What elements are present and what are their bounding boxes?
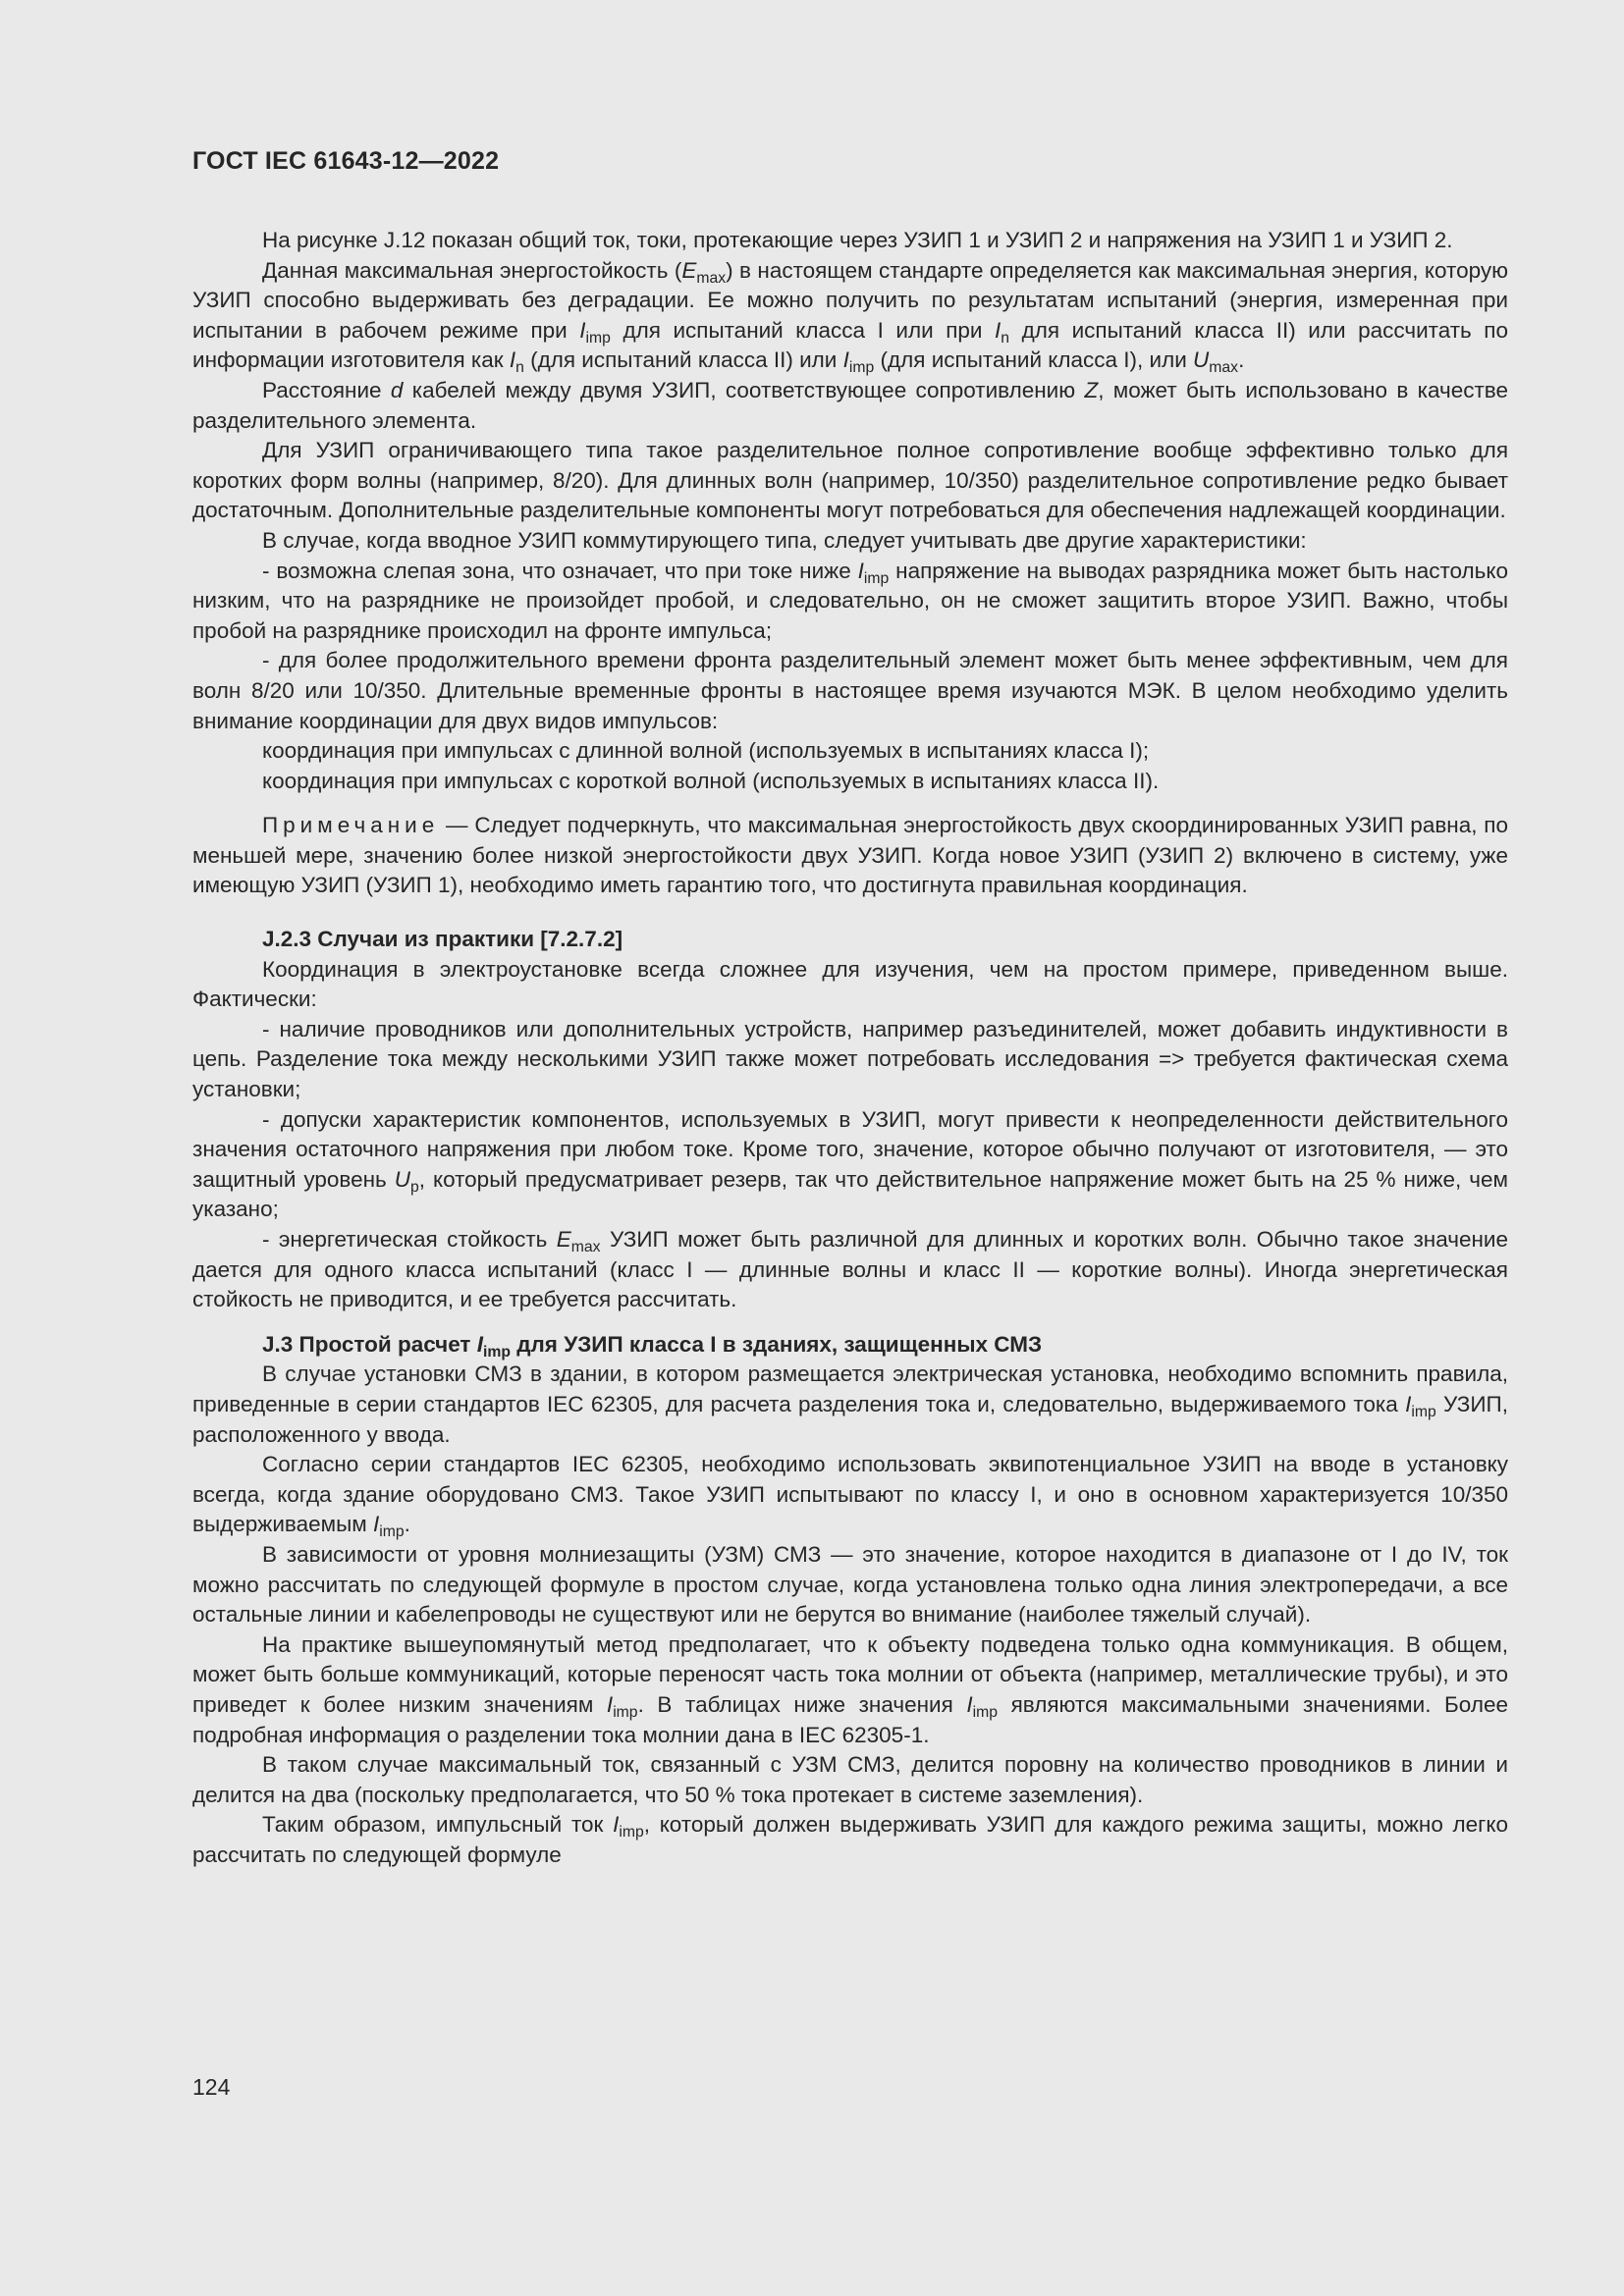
document-body: [192, 226, 1508, 1870]
section-heading: J.3 Простой расчет $I_{imp}$ для УЗИП класса I в зданиях, защищенных СМЗ: [262, 1331, 1043, 1361]
list-item: - для более продолжительного времени фронта разделительный элемент может быть менее эффективным, чем для волн 8/20 или 10/350. Длительные временные фронты в настоящее время изучаются МЭК. В целом необходимо уделить внимание координации для двух видов импульсов:: [192, 648, 1508, 733]
list-item: - наличие проводников или дополнительных устройств, например разъединителей, может добавить индуктивности в цепь. Разделение тока между несколькими УЗИП также может потребовать исследования => требуется фактическая схема установки;: [192, 1016, 1508, 1102]
note-label: Примечание: [262, 813, 440, 838]
list-item: - возможна слепая зона, что означает, что при токе ниже $I_{imp}$ напряжение на выводах разрядника может быть настолько низким, что на разряднике не произойдет пробой, и следовательно, он не сможет защитить второе УЗИП. Важно, чтобы пробой на разряднике происходил на фронте импульса;: [192, 558, 1508, 643]
paragraph: На рисунке J.12 показан общий ток, токи, протекающие через УЗИП 1 и УЗИП 2 и напряжения на УЗИП 1 и УЗИП 2.: [262, 228, 1453, 252]
paragraph: В случае, когда вводное УЗИП коммутирующего типа, следует учитывать две другие характеристики:: [262, 527, 1307, 553]
list-item: координация при импульсах с длинной волной (используемых в испытаниях класса I);: [262, 738, 1150, 764]
document-header: ГОСТ IEC 61643-12—2022: [192, 147, 500, 175]
paragraph: В зависимости от уровня молниезащиты (УЗМ) СМЗ — это значение, которое находится в диапазоне от I до IV, ток можно рассчитать по следующей формуле в простом случае, когда установлена только одна линия электропередачи, а все остальные линии и кабелепроводы не существуют или не берутся во внимание (наиболее тяжелый случай).: [192, 1541, 1508, 1628]
paragraph: Данная максимальная энергостойкость $(E_{max})$ в настоящем стандарте определяется как максимальная энергия, которую УЗИП способно выдерживать без деградации. Ее можно получить по результатам испытаний (энергия, измеренная при испытании в рабочем режиме при $I_{imp}$ для испытаний класса I или при $I_n$ для испытаний класса II) или рассчитать по информации изготовителя как $I_n$ (для испытаний класса II) или $I_{imp}$ (для испытаний класса I), или $U_{max}$.: [192, 257, 1508, 377]
list-item: - допуски характеристик компонентов, используемых в УЗИП, могут привести к неопределенности действительного значения остаточного напряжения при любом токе. Кроме того, значение, которое обычно получают от изготовителя, — это защитный уровень $U_p$, который предусматривает резерв, так что действительное напряжение может быть на 25 % ниже, чем указано;: [192, 1106, 1508, 1222]
list-item: - энергетическая стойкость $E_{max}$ УЗИП может быть различной для длинных и коротких волн. Обычно такое значение дается для одного класса испытаний (класс I — длинные волны и класс II — короткие волны). Иногда энергетическая стойкость не приводится, и ее требуется рассчитать.: [192, 1227, 1508, 1312]
paragraph: В таком случае максимальный ток, связанный с УЗМ СМЗ, делится поровну на количество проводников в линии и делится на два (поскольку предполагается, что 50 % тока протекает в системе заземления).: [192, 1752, 1508, 1807]
paragraph: На практике вышеупомянутый метод предполагает, что к объекту подведена только одна коммуникация. В общем, может быть больше коммуникаций, которые переносят часть тока молнии от объекта (например, металлические трубы), и это приведет к более низким значениям $I_{imp}$. В таблицах ниже значения $I_{imp}$ являются максимальными значениями. Более подробная информация о разделении тока молнии дана в IEC 62305-1.: [192, 1631, 1508, 1747]
paragraph: Таким образом, импульсный ток $I_{imp}$, который должен выдерживать УЗИП для каждого режима защиты, можно легко рассчитать по следующей формуле: [192, 1812, 1509, 1867]
paragraph: Расстояние d кабелей между двумя УЗИП, соответствующее сопротивлению Z, может быть использовано в качестве разделительного элемента.: [192, 377, 1508, 433]
section-heading: J.2.3 Случаи из практики [7.2.7.2]: [262, 927, 623, 952]
list-item: координация при импульсах с короткой волной (используемых в испытаниях класса II).: [262, 768, 1160, 793]
paragraph: Для УЗИП ограничивающего типа такое разделительное полное сопротивление вообще эффективно только для коротких форм волны (например, 8/20). Для длинных волн (например, 10/350) разделительное сопротивление редко бывает достаточным. Дополнительные разделительные компоненты могут потребоваться для обеспечения надлежащей координации.: [192, 438, 1508, 523]
paragraph: Согласно серии стандартов IEC 62305, необходимо использовать эквипотенциальное УЗИП на вводе в установку всегда, когда здание оборудовано СМЗ. Такое УЗИП испытывают по классу I, и оно в основном характеризуется 10/350 выдерживаемым $I_{imp}$.: [192, 1452, 1508, 1541]
paragraph: Координация в электроустановке всегда сложнее для изучения, чем на простом примере, приведенном выше. Фактически:: [192, 956, 1508, 1012]
page-number: 124: [192, 2074, 231, 2100]
note: Примечание — Следует подчеркнуть, что максимальная энергостойкость двух скоординированных УЗИП равна, по меньшей мере, значению более низкой энергостойкости двух УЗИП. Когда новое УЗИП (УЗИП 2) включено в систему, уже имеющую УЗИП (УЗИП 1), необходимо иметь гарантию того, что достигнута правильная координация.: [192, 813, 1508, 898]
paragraph: В случае установки СМЗ в здании, в котором размещается электрическая установка, необходимо вспомнить правила, приведенные в серии стандартов IEC 62305, для расчета разделения тока и, следовательно, выдерживаемого тока $I_{imp}$ УЗИП, расположенного у ввода.: [192, 1362, 1508, 1447]
